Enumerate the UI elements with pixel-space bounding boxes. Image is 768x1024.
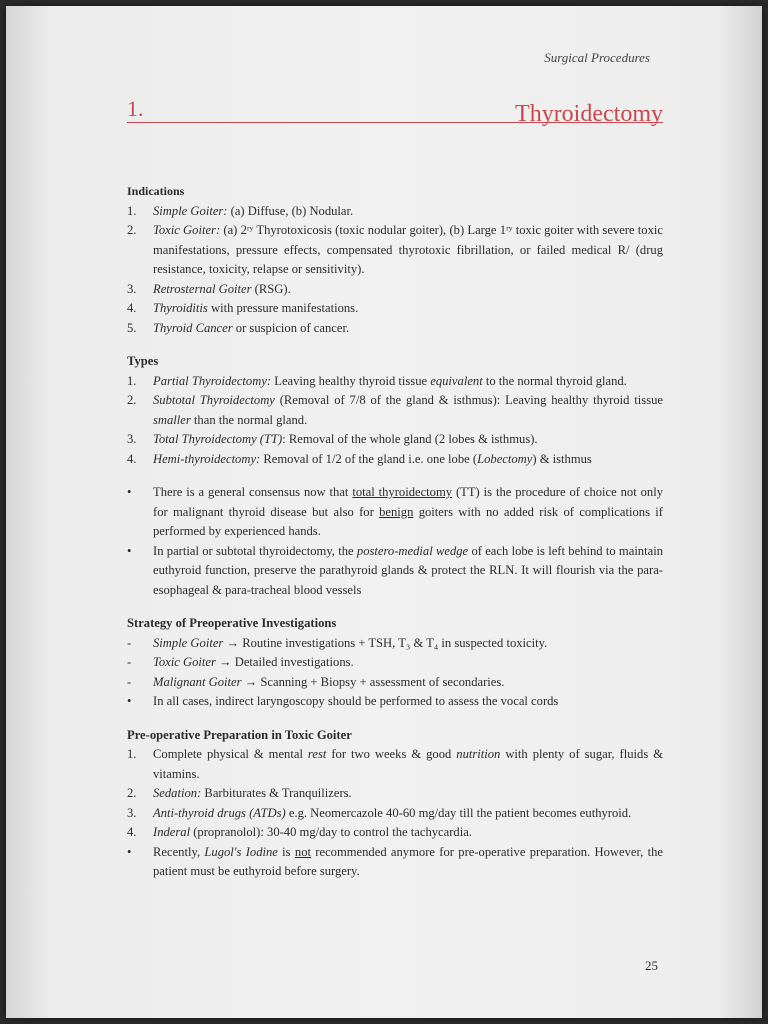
list-item: 3. Total Thyroidectomy (TT): Removal of the whole gland (2 lobes & isthmus). [127, 432, 538, 446]
list-item: - Simple Goiter → Routine investigations + TSH, T₃ & T₄ in suspected toxicity. [127, 635, 548, 650]
list-item: 4. Hemi-thyroidectomy: Removal of 1/2 of the gland i.e. one lobe (Lobectomy) & isthmus [127, 451, 592, 466]
list-item: 5. Thyroid Cancer or suspicion of cancer. [127, 320, 350, 335]
list-item: 4. Thyroiditis with pressure manifestations. [127, 301, 359, 315]
types-heading: Types [127, 354, 159, 368]
consensus-bullets [127, 483, 663, 600]
strategy-list [127, 634, 663, 712]
list-item: - Toxic Goiter → Detailed investigations. [127, 655, 354, 669]
indications-heading: Indications [127, 184, 185, 198]
strategy-heading: Strategy of Preoperative Investigations [127, 616, 337, 630]
list-item: 2. Toxic Goiter: (a) 2ʳʸ Thyrotoxicosis (toxic nodular goiter), (b) Large 1ʳʸ toxic goiter with severe toxic manifestations, pressure effects, compensated thyrotoxic fibrillation, or failed medical R/ (drug resistance, toxicity, relapse or sensitivity). [127, 223, 663, 276]
list-item: • In all cases, indirect laryngoscopy should be performed to assess the vocal cords [127, 694, 559, 708]
list-item: 2. Sedation: Barbiturates & Tranquilizers. [127, 786, 352, 800]
list-item: 4. Inderal (propranolol): 30-40 mg/day to control the tachycardia. [127, 825, 472, 839]
list-item: 1. Partial Thyroidectomy: Leaving healthy thyroid tissue equivalent to the normal thyroid gland. [127, 373, 627, 388]
list-item: 1. Complete physical & mental rest for two weeks & good nutrition with plenty of sugar, fluids & vitamins. [127, 747, 663, 781]
list-item: 1. Simple Goiter: (a) Diffuse, (b) Nodular. [127, 203, 354, 218]
chapter-title: Thyroidectomy [515, 101, 663, 127]
list-item: • There is a general consensus now that total thyroidectomy (TT) is the procedure of choice not only for malignant thyroid disease but also for benign goiters with no added risk of complications if performed by experienced hands. [127, 485, 663, 538]
list-item: 2. Subtotal Thyroidectomy (Removal of 7/8 of the gland & isthmus): Leaving healthy thyroid tissue smaller than the normal gland. [127, 393, 663, 427]
list-item: 3. Anti-thyroid drugs (ATDs) e.g. Neomercazole 40-60 mg/day till the patient becomes euthyroid. [127, 805, 632, 820]
chapter-number: 1. [127, 96, 144, 121]
list-item: • Recently, Lugol's Iodine is not recommended anymore for pre-operative preparation. However, the patient must be euthyroid before surgery. [127, 844, 663, 878]
document-page [6, 6, 762, 1018]
page-content [127, 182, 663, 882]
types-list [127, 372, 663, 470]
running-header: Surgical Procedures [544, 50, 650, 65]
list-item: 3. Retrosternal Goiter (RSG). [127, 281, 291, 296]
preop-heading: Pre-operative Preparation in Toxic Goiter [127, 727, 352, 742]
list-item: • In partial or subtotal thyroidectomy, the postero-medial wedge of each lobe is left behind to maintain euthyroid function, preserve the parathyroid glands & protect the RLN. It will flourish via the para-esophageal & para-tracheal blood vessels [127, 543, 663, 597]
indications-list [127, 202, 663, 339]
list-item: - Malignant Goiter → Scanning + Biopsy + assessment of secondaries. [127, 674, 505, 689]
page-number: 25 [645, 958, 658, 973]
chapter-heading [127, 90, 663, 127]
preop-list [127, 745, 663, 882]
